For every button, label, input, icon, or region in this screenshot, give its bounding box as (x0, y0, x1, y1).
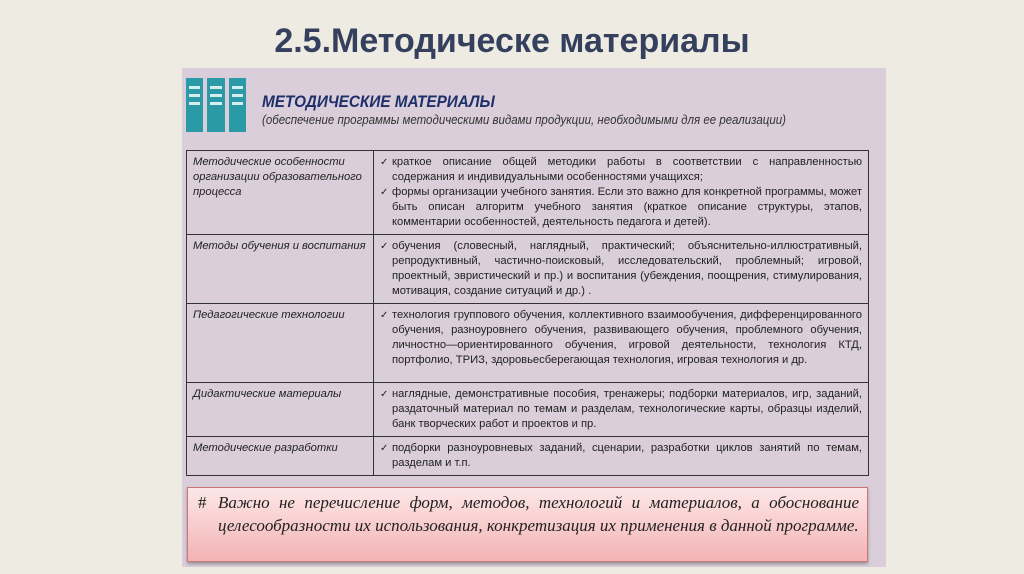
table-row (187, 437, 869, 476)
list-item: ✓ наглядные, демонстративные пособия, тренажеры; подборки материалов, игр, заданий, раздаточный материал по темам и разделам, технологические карты, образцы изделий, банк творческих работ и проектов и пр. (380, 387, 862, 432)
row-content (374, 151, 869, 235)
section-subheading: (обеспечение программы методическими видами продукции, необходимыми для ее реализации) (262, 113, 786, 127)
table-row (187, 304, 869, 383)
note-marker: # (198, 493, 207, 512)
row-label: Дидактические материалы (187, 383, 374, 437)
list-item: ✓ обучения (словесный, наглядный, практический; объяснительно-иллюстративный, репродуктивный, частично-поисковый, исследовательский, проблемный; игровой, проектный, эвристический и пр.) и воспитания (убеждения, поощрения, стимулирования, мотивация, создание ситуаций и др.) . (380, 239, 862, 299)
list-item: ✓ краткое описание общей методики работы в соответствии с направленностью содержания и индивидуальными особенностями учащихся; (380, 155, 862, 185)
section-header (262, 92, 832, 127)
row-content (374, 437, 869, 476)
row-label: Методические особенности организации образовательного процесса (187, 151, 374, 235)
note-box (187, 487, 868, 562)
row-content (374, 235, 869, 304)
materials-table (186, 150, 869, 476)
row-label: Методы обучения и воспитания (187, 235, 374, 304)
table-row (187, 383, 869, 437)
table-row (187, 151, 869, 235)
table-row (187, 235, 869, 304)
list-item: ✓ технология группового обучения, коллективного взаимообучения, дифференцированного обучения, разноуровнего обучения, развивающего обучения, проблемного обучения, личностно—ориентированного обучения, игровой деятельности, технология КТД, портфолио, ТРИЗ, здоровьесберегающая технология, игровая технология и др. (380, 308, 862, 368)
row-label: Методические разработки (187, 437, 374, 476)
slide-title: 2.5.Методическе материалы (274, 22, 750, 60)
content-image (182, 68, 886, 567)
binders-icon (186, 78, 246, 132)
row-content (374, 304, 869, 383)
note-text: Важно не перечисление форм, методов, технологий и материалов, а обоснование целесообразности их использования, конкретизация их применения в данной программе. (218, 493, 859, 535)
list-item: ✓ формы организации учебного занятия. Если это важно для конкретной программы, может быть описан алгоритм учебного занятия (краткое описание структуры, этапов, комментарии особенностей, деятельность педагога и детей). (380, 185, 862, 230)
row-label: Педагогические технологии (187, 304, 374, 383)
section-heading: МЕТОДИЧЕСКИЕ МАТЕРИАЛЫ (262, 92, 495, 111)
row-content (374, 383, 869, 437)
list-item: ✓ подборки разноуровневых заданий, сценарии, разработки циклов занятий по темам, разделам и т.п. (380, 441, 862, 471)
